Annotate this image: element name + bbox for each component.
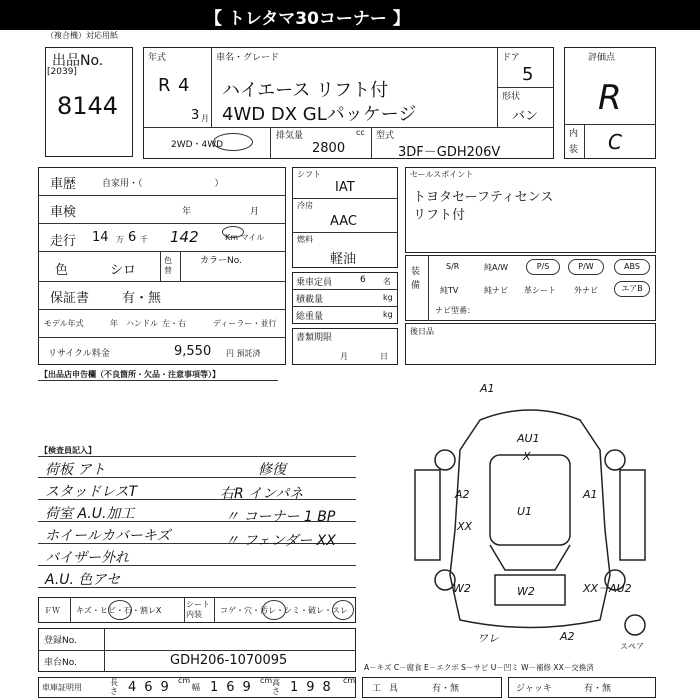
color-change: 色替 [164, 256, 172, 275]
equip-sr: S/R [446, 262, 460, 271]
warranty-label: 保証書 [50, 291, 90, 306]
shape: バン [512, 109, 539, 124]
mark-w2-left: W2 [453, 582, 471, 595]
docs-month: 月 [340, 352, 348, 361]
warranty-value: 有・無 [122, 291, 162, 306]
len-value: 469 [128, 680, 177, 695]
fuel-label: 燃料 [297, 235, 313, 244]
wheel-fl [435, 570, 455, 590]
doors: 5 [522, 64, 534, 85]
load-unit: kg [383, 293, 393, 302]
lot-label: 出品No. [52, 53, 104, 69]
jack-label: ジャッキ [516, 684, 552, 694]
right-side [620, 470, 645, 560]
month: 3 [191, 108, 200, 123]
inspection-month: 月 [250, 207, 260, 217]
note-right-1: 修復 [258, 462, 286, 478]
seat-circle-2 [332, 600, 354, 620]
lot-bracket: [2039] [47, 67, 77, 77]
mileage-sen: 千 [140, 235, 148, 244]
mark-x: X [523, 450, 531, 463]
jack-value: 有・無 [584, 684, 612, 694]
ac-label: 冷房 [297, 201, 313, 210]
weight-label: 総重量 [296, 312, 324, 322]
model-label: 型式 [376, 131, 395, 141]
docs-day: 日 [380, 352, 388, 361]
hei-value: 198 [290, 680, 339, 695]
interior-score: C [608, 130, 622, 154]
mark-a1-right: A1 [583, 488, 598, 501]
wid-label: 幅 [192, 683, 200, 692]
note-right-2: 右R インパネ [220, 486, 304, 502]
car-roof [490, 455, 570, 545]
shift-label: シフト [297, 170, 321, 179]
wheel-rl [435, 450, 455, 470]
tools-value: 有・無 [432, 684, 460, 694]
ac-value: AAC [330, 214, 357, 229]
model-year-unit: 年 [110, 319, 118, 328]
month-unit: 月 [201, 114, 209, 123]
tools-label: 工具 [372, 684, 407, 694]
sales-line2: リフト付 [413, 208, 466, 223]
mileage-1: 14 [92, 230, 109, 245]
fw-circle [108, 600, 132, 620]
mileage-2: 6 [128, 230, 137, 245]
spare-label: スペア [620, 642, 644, 651]
weight-unit: kg [383, 310, 393, 319]
door-label: ドア [502, 53, 520, 63]
mileage-man: 万 [116, 235, 124, 244]
note-line-2: スタッドレスT [45, 484, 138, 500]
inspection-label: 車検 [50, 205, 77, 220]
color-label: 色 [55, 263, 69, 278]
year-label: 年式 [148, 53, 167, 63]
dealer-label: ディーラー・並行 [213, 319, 277, 328]
drive-4wd-circle [213, 133, 253, 151]
spare-tire [625, 615, 645, 635]
score-label: 評価点 [588, 53, 616, 63]
after-box [405, 323, 656, 365]
fw-value: キズ・ヒビ・石・割レX [76, 606, 162, 615]
mark-a2-bottom: A2 [560, 630, 575, 643]
mark-xx-au2: XX－AU2 [583, 582, 632, 595]
wheel-rr [605, 450, 625, 470]
mark-ware: ワレ [477, 632, 499, 645]
seat-circle-1 [262, 600, 286, 620]
mark-xx: XX [457, 520, 473, 533]
name-label: 車名・グレード [216, 53, 280, 63]
capacity-value: 6 [360, 275, 366, 285]
equip-ext-navi: 外ナビ [574, 286, 598, 295]
shift-value: IAT [335, 180, 355, 195]
mark-au1: AU1 [517, 432, 540, 445]
note-line-5: バイザー外れ [45, 550, 129, 566]
model-year-label: モデル年式 [44, 319, 84, 328]
fw-label: ＦＷ [44, 606, 60, 615]
fuel-value: 軽油 [330, 252, 357, 267]
equip-pw: P/W [568, 259, 604, 275]
disp-unit: cc [356, 128, 365, 137]
reg-label: 登録No. [44, 636, 77, 646]
note-line-1: 荷板 アト [45, 462, 106, 478]
legend: A－キズ C－腐食 E－エクボ S－サビ U－凹ミ W－補修 XX－交換済 [364, 663, 594, 672]
chassis-value: GDH206-1070095 [170, 653, 288, 668]
seat-value: コゲ・穴・汚レ・シミ・破レ・スレ [220, 606, 348, 615]
sales-label: セールスポイント [410, 170, 474, 179]
hei-label: 高さ [272, 678, 280, 696]
history-label: 車歴 [50, 177, 77, 192]
header-sub: （複合機）対応用紙 [46, 31, 118, 40]
hei-unit: cm [343, 676, 356, 685]
disp-label: 排気量 [276, 131, 304, 141]
km-circle [222, 226, 244, 238]
mark-a1-top: A1 [480, 382, 495, 395]
equipment-label: 装備 [411, 267, 421, 291]
equip-airbag: エアB [614, 281, 650, 297]
left-rows-box [38, 167, 286, 365]
capacity-label: 乗車定員 [296, 278, 333, 288]
handle-label: ハンドル [126, 319, 158, 328]
car-diagram [405, 380, 655, 650]
note-line-6: A.U. 色アセ [45, 572, 121, 588]
load-label: 積載量 [296, 295, 324, 305]
note-right-3: 〃 コーナー 1 BP [225, 509, 336, 525]
history-value: 自家用・（ ） [102, 179, 224, 189]
equip-leather: 革シート [524, 286, 556, 295]
recycle-value: 9,550 [174, 344, 212, 359]
note-line-4: ホイールカバーキズ [45, 528, 171, 544]
equip-ps: P/S [526, 259, 560, 275]
mark-u1: U1 [517, 505, 533, 518]
handle-value: 左・右 [162, 319, 186, 328]
lot-number: 8144 [57, 92, 119, 120]
mark-a2-left: A2 [455, 488, 470, 501]
windshield [490, 545, 570, 570]
mark-w2-center: W2 [517, 585, 535, 598]
len-unit: cm [178, 676, 191, 685]
equip-navi: 純ナビ [484, 286, 508, 295]
sales-line1: トヨタセーフティセンス [413, 190, 554, 205]
docs-label: 書類期限 [296, 333, 333, 343]
shape-label: 形状 [502, 92, 521, 102]
len-label: 長さ [110, 678, 118, 696]
interior-label1: 内 [569, 129, 579, 139]
recycle-label: リサイクル料金 [48, 349, 110, 359]
mileage-unit: Km マイル [225, 233, 265, 242]
notes-title: 【出品店申告欄（不良箇所・欠品・注意事項等）】 [40, 370, 220, 379]
equip-tv: 純TV [440, 286, 459, 295]
capacity-unit: 名 [383, 277, 391, 286]
inspector-title: 【検査員記入】 [40, 446, 96, 455]
car-name: ハイエース リフト付 [222, 80, 389, 101]
note-line-3: 荷室 A.U.加工 [45, 506, 135, 522]
seat-label: シート内装 [186, 600, 210, 619]
chassis-label: 車台No. [44, 658, 77, 668]
car-grade: 4WD DX GLパッケージ [222, 104, 417, 125]
interior-label2: 装 [569, 145, 579, 155]
after-label: 後日品 [410, 327, 434, 336]
navi-model-label: ナビ型番： [435, 306, 475, 315]
wid-unit: cm [260, 676, 273, 685]
color-no-label: カラーNo. [200, 256, 242, 266]
recycle-unit: 円 預託済 [226, 349, 261, 358]
drive: 2WD・4WD [171, 140, 224, 150]
year: 4 [178, 75, 190, 96]
header-title: 【 トレタマ30コーナー 】 [205, 9, 410, 29]
equip-aw: 純A/W [484, 263, 509, 272]
mileage-hand: 142 [170, 228, 199, 246]
score: R [598, 78, 622, 118]
note-right-4: 〃 フェンダー XX [225, 533, 336, 549]
dims-label: 車庫証明用 [42, 683, 82, 692]
mileage-label: 走行 [50, 234, 77, 249]
left-side [415, 470, 440, 560]
color-value: シロ [110, 263, 137, 278]
model: 3DF－GDH206V [398, 145, 501, 160]
inspection-year: 年 [182, 207, 192, 217]
displacement: 2800 [312, 141, 346, 156]
equip-abs: ABS [614, 259, 650, 275]
wid-value: 169 [210, 680, 259, 695]
era: R [158, 75, 171, 96]
